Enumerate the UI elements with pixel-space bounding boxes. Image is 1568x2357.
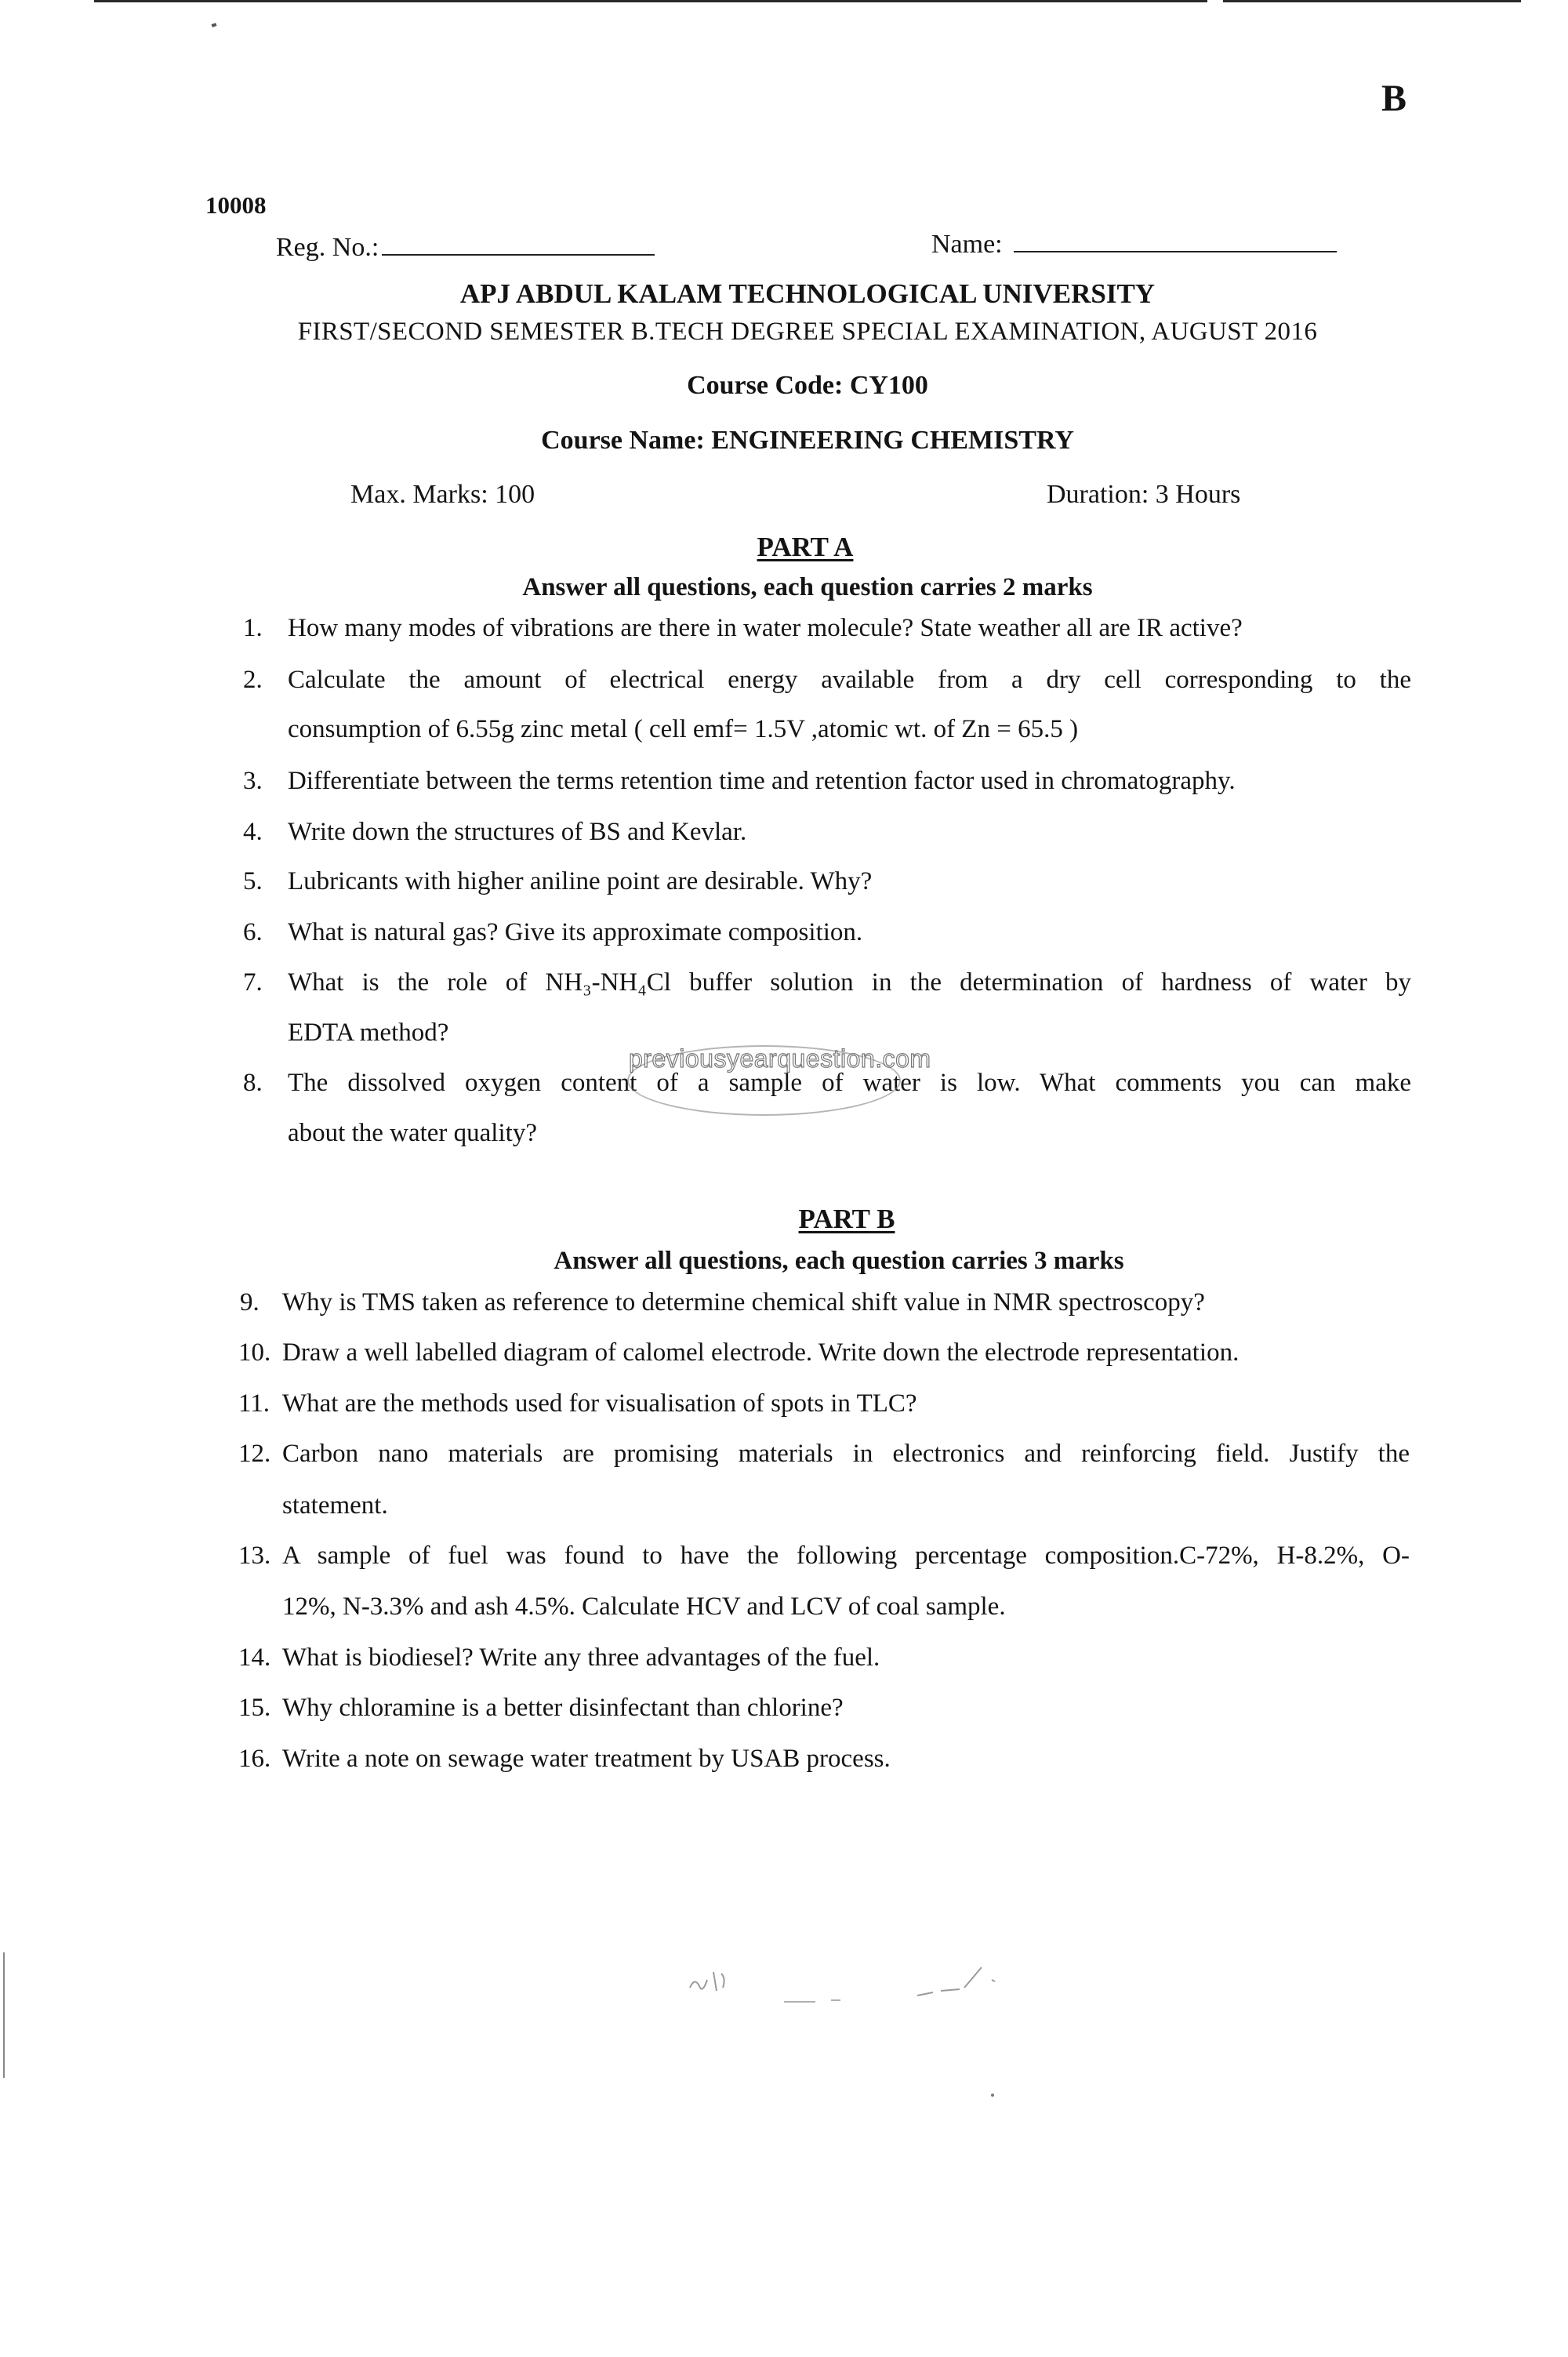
unused-svg-46 xyxy=(674,2219,675,2220)
unused-svg xyxy=(0,2344,1,2345)
question-text: How many modes of vibrations are there in water molecule? State weather all are IR active? xyxy=(288,614,1243,642)
question-number: 16. xyxy=(238,1745,271,1773)
part-a-title: PART A xyxy=(757,532,854,562)
reg-no-field xyxy=(276,229,655,263)
unused-svg-50 xyxy=(674,2203,675,2204)
question-text: What are the methods used for visualisation of spots in TLC? xyxy=(282,1389,917,1418)
unused-svg-59 xyxy=(674,2168,675,2169)
question-number: 2. xyxy=(243,666,263,694)
unused-svg-47 xyxy=(674,2215,675,2216)
unused-svg-4 xyxy=(690,2344,691,2345)
question-text: Why chloramine is a better disinfectant than chlorine? xyxy=(282,1694,844,1722)
unused-svg-58 xyxy=(674,2172,675,2173)
exam-title: FIRST/SECOND SEMESTER B.TECH DEGREE SPECIAL EXAMINATION, AUGUST 2016 xyxy=(297,318,1318,346)
unused-svg-36 xyxy=(674,2258,675,2259)
unused-svg-52 xyxy=(674,2195,675,2196)
question-number: 3. xyxy=(243,767,263,795)
question-text: What is natural gas? Give its approximate composition. xyxy=(288,918,863,946)
paper-code: 10008 xyxy=(205,191,267,219)
name-field xyxy=(931,226,1337,260)
unused-svg-33 xyxy=(674,2270,675,2271)
question-text: Draw a well labelled diagram of calomel electrode. Write down the electrode representation. xyxy=(282,1338,1240,1367)
question-text: Write down the structures of BS and Kevlar. xyxy=(288,818,747,846)
unused-svg-9 xyxy=(690,2350,691,2351)
unused-svg-11 xyxy=(682,2344,683,2345)
unused-svg-60 xyxy=(674,2164,675,2165)
unused-svg-20 xyxy=(674,2321,675,2322)
university-title: APJ ABDUL KALAM TECHNOLOGICAL UNIVERSITY xyxy=(459,278,1156,309)
question-text: The dissolved oxygen content of a sample of water is low. What comments you can make xyxy=(288,1069,1411,1097)
question-text: consumption of 6.55g zinc metal ( cell emf= 1.5V ,atomic wt. of Zn = 65.5 ) xyxy=(288,715,1079,743)
question-number: 1. xyxy=(243,614,263,642)
unused-svg-48 xyxy=(674,2211,675,2212)
unused-svg-61 xyxy=(674,2160,675,2161)
unused-svg-19 xyxy=(674,2325,675,2326)
question-text: Lubricants with higher aniline point are desirable. Why? xyxy=(288,867,873,895)
unused-svg-13 xyxy=(674,2348,675,2349)
question-number: 7. xyxy=(243,968,263,997)
question-number: 8. xyxy=(243,1069,263,1097)
unused-svg-56 xyxy=(674,2180,675,2181)
unused-svg-24 xyxy=(674,2305,675,2306)
unused-svg-45 xyxy=(674,2223,675,2224)
unused-svg-26 xyxy=(674,2297,675,2298)
part-a-instruction: Answer all questions, each question carries 2 marks xyxy=(522,573,1093,601)
reg-no-label: Reg. No.: xyxy=(276,233,379,262)
question-number: 12. xyxy=(238,1440,271,1468)
question-number: 11. xyxy=(238,1389,270,1418)
unused-svg-23 xyxy=(674,2309,675,2310)
question-text: EDTA method? xyxy=(288,1019,449,1047)
unused-svg-14 xyxy=(674,2352,675,2353)
max-marks: Max. Marks: 100 xyxy=(350,480,535,509)
unused-svg-35 xyxy=(674,2262,675,2263)
part-b-title: PART B xyxy=(798,1204,895,1234)
pencil-scribble xyxy=(682,1956,1058,2011)
unused-svg-34 xyxy=(674,2266,675,2267)
unused-svg-10 xyxy=(690,2349,691,2350)
question-text: Differentiate between the terms retention time and retention factor used in chromatography. xyxy=(288,767,1236,795)
course-code: Course Code: CY100 xyxy=(687,371,928,400)
question-set-letter: B xyxy=(1381,78,1407,119)
unused-svg-2 xyxy=(0,2352,1,2353)
course-name: Course Name: ENGINEERING CHEMISTRY xyxy=(541,426,1074,455)
question-number: 9. xyxy=(240,1288,260,1317)
question-number: 4. xyxy=(243,818,263,846)
unused-svg-43 xyxy=(674,2231,675,2232)
scan-speck xyxy=(211,23,216,27)
unused-svg-21 xyxy=(674,2317,675,2318)
unused-svg-32 xyxy=(674,2274,675,2275)
unused-svg-49 xyxy=(674,2207,675,2208)
question-text: Write a note on sewage water treatment by USAB process. xyxy=(282,1745,891,1773)
unused-svg-37 xyxy=(674,2254,675,2255)
unused-svg-44 xyxy=(674,2227,675,2228)
watermark-text: previousyearquestion.com xyxy=(629,1044,931,1073)
unused-svg-25 xyxy=(674,2301,675,2302)
unused-svg-51 xyxy=(674,2199,675,2200)
unused-svg-38 xyxy=(674,2250,675,2251)
unused-svg-39 xyxy=(674,2246,675,2247)
unused-svg-57 xyxy=(674,2176,675,2177)
question-number: 10. xyxy=(238,1338,271,1367)
question-text: What is biodiesel? Write any three advantages of the fuel. xyxy=(282,1643,880,1672)
question-number: 15. xyxy=(238,1694,271,1722)
scan-edge-line xyxy=(94,0,1207,2)
question-text: What is the role of NH₃-NH₄Cl buffer solution in the determination of hardness of water by xyxy=(288,968,1411,997)
question-number: 14. xyxy=(238,1643,271,1672)
name-blank xyxy=(1014,226,1337,252)
question-text: about the water quality? xyxy=(288,1119,537,1147)
duration: Duration: 3 Hours xyxy=(1047,480,1241,509)
question-text: 12%, N-3.3% and ash 4.5%. Calculate HCV and LCV of coal sample. xyxy=(282,1593,1006,1621)
scan-edge-mark xyxy=(3,1952,5,2078)
question-text: Calculate the amount of electrical energy available from a dry cell corresponding to the xyxy=(288,666,1411,694)
unused-svg-30 xyxy=(674,2282,675,2283)
question-text: Why is TMS taken as reference to determine chemical shift value in NMR spectroscopy? xyxy=(282,1288,1205,1317)
speck xyxy=(989,2092,997,2100)
part-b-instruction: Answer all questions, each question carries 3 marks xyxy=(554,1247,1124,1275)
unused-svg-18 xyxy=(674,2329,675,2330)
unused-svg-31 xyxy=(674,2278,675,2279)
name-label: Name: xyxy=(931,230,1003,259)
question-number: 5. xyxy=(243,867,263,895)
question-number: 13. xyxy=(238,1542,271,1570)
question-text: statement. xyxy=(282,1491,388,1520)
question-number: 6. xyxy=(243,918,263,946)
unused-svg-27 xyxy=(674,2293,675,2294)
scan-edge-line xyxy=(1223,0,1521,2)
question-text: A sample of fuel was found to have the following percentage composition.C-72%, H-8.2%, O- xyxy=(282,1542,1410,1570)
reg-no-blank xyxy=(382,229,655,256)
question-text: Carbon nano materials are promising materials in electronics and reinforcing field. Justify the xyxy=(282,1440,1410,1468)
unused-svg-22 xyxy=(674,2313,675,2314)
